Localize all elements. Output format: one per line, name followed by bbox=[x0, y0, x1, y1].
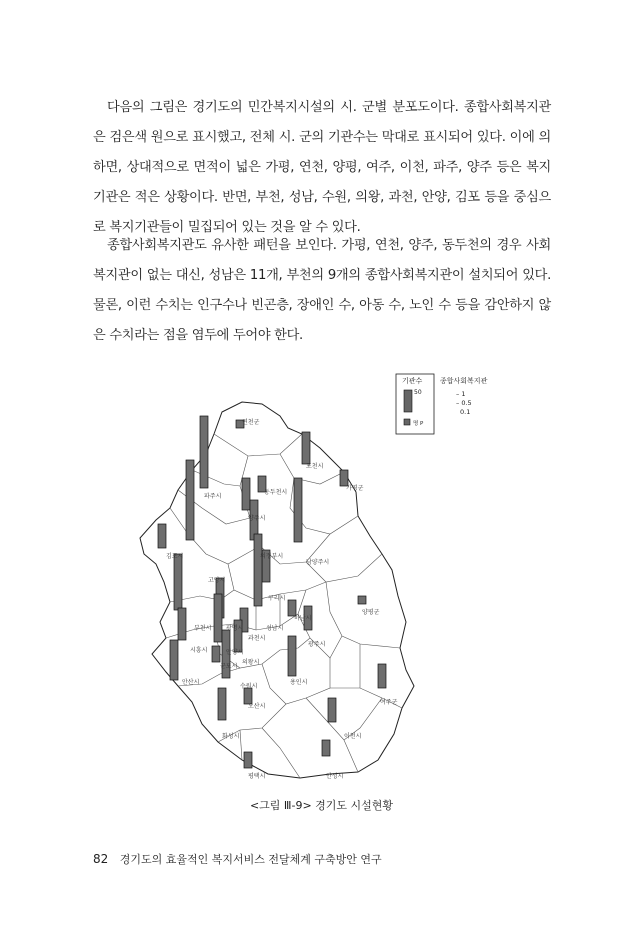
region-label: 광주시 bbox=[308, 641, 326, 648]
bars-layer bbox=[158, 416, 386, 768]
region-label: 양평군 bbox=[362, 609, 380, 616]
region-label: 여주군 bbox=[380, 699, 398, 706]
region-bar bbox=[254, 534, 262, 606]
legend-circle-title: 종합사회복지관 bbox=[440, 377, 488, 385]
region-bar bbox=[242, 478, 250, 510]
region-bar bbox=[302, 432, 310, 464]
legend-bar-unit: 명 P bbox=[413, 421, 424, 427]
region-label: 의왕시 bbox=[242, 659, 260, 666]
legend-bar-value: 50 bbox=[414, 389, 422, 396]
region-label: 평택시 bbox=[248, 773, 266, 780]
region-bar bbox=[218, 688, 226, 720]
region-label: 남양주시 bbox=[306, 559, 330, 566]
legend-bar-sample bbox=[404, 390, 412, 412]
region-label: 용인시 bbox=[290, 679, 308, 686]
region-bar bbox=[328, 698, 336, 722]
footer-title: 경기도의 효율적인 복지서비스 전달체계 구축방안 연구 bbox=[119, 853, 382, 866]
region-bar bbox=[178, 608, 186, 640]
region-bar bbox=[244, 752, 252, 768]
region-label: 화성시 bbox=[222, 733, 240, 740]
region-label: 수원시 bbox=[240, 683, 258, 690]
legend-circle-value-1: – 1 bbox=[456, 390, 466, 398]
legend bbox=[396, 374, 488, 434]
region-bar bbox=[288, 636, 296, 676]
region-bar bbox=[294, 478, 302, 542]
region-label: 동두천시 bbox=[264, 489, 288, 496]
region-label: 과천시 bbox=[248, 635, 266, 642]
region-bar bbox=[200, 416, 208, 488]
region-bar bbox=[186, 460, 194, 540]
paragraph-1: 다음의 그림은 경기도의 민간복지시설의 시. 군별 분포도이다. 종합사회복지관은 검은색 원으로 표시했고, 전체 시. 군의 기관수는 막대로 표시되어 있다. 이에 의하면, 상대적으로 면적이 넓은 가평, 연천, 양평, 여주, 이천, 파주, 양주 등은 복지기관은 적은 상황이다. 반면, 부천, 성남, 수원, 의왕, 과천, 안양, 김포 등을 중심으로 복지기관들이 밀집되어 있는 것을 알 수 있다. bbox=[93, 100, 551, 235]
region-bar bbox=[288, 600, 296, 616]
region-label: 시흥시 bbox=[190, 647, 208, 654]
region-label: 안산시 bbox=[182, 679, 200, 686]
region-bar bbox=[244, 688, 252, 704]
region-label: 하남시 bbox=[294, 615, 312, 622]
region-label: 파주시 bbox=[204, 493, 222, 500]
figure-caption: <그림 Ⅲ-9> 경기도 시설현황 bbox=[249, 799, 394, 812]
region-label: 의정부시 bbox=[260, 553, 284, 560]
page-number: 82 bbox=[93, 852, 109, 866]
region-bar bbox=[214, 594, 222, 642]
region-label: 광명시 bbox=[226, 625, 244, 632]
region-bar bbox=[158, 524, 166, 548]
region-label: 포천시 bbox=[306, 463, 324, 470]
gyeonggi-facility-map bbox=[130, 368, 520, 798]
region-label: 군포시 bbox=[220, 663, 238, 670]
legend-bar-title: 기관수 bbox=[402, 377, 423, 385]
region-bar bbox=[340, 470, 348, 486]
region-label: 가평군 bbox=[346, 485, 364, 492]
region-label: 안성시 bbox=[326, 773, 344, 780]
paragraph-2: 종합사회복지관도 유사한 패턴을 보인다. 가평, 연천, 양주, 동두천의 경우 사회복지관이 없는 대신, 성남은 11개, 부천의 9개의 종합사회복지관이 설치되어 있다. 물론, 이런 수치는 인구수나 빈곤층, 장애인 수, 아동 수, 노인 수 등을 감안하지 않은 수치라는 점을 염두에 두어야 한다. bbox=[93, 238, 551, 343]
region-label: 이천시 bbox=[344, 733, 362, 740]
region-label: 연천군 bbox=[242, 419, 260, 426]
legend-circle-value-3: 0.1 bbox=[460, 408, 471, 416]
region-label: 안양시 bbox=[226, 649, 244, 656]
region-label: 구리시 bbox=[268, 595, 286, 602]
region-bar bbox=[174, 554, 182, 610]
region-label: 성남시 bbox=[266, 625, 284, 632]
region-label: 고양시 bbox=[208, 577, 226, 584]
region-bar bbox=[212, 646, 220, 662]
page-footer bbox=[93, 851, 382, 867]
region-bar bbox=[170, 640, 178, 680]
region-bar bbox=[322, 740, 330, 756]
region-label: 김포시 bbox=[166, 553, 184, 560]
region-bar bbox=[358, 596, 366, 604]
legend-circle-value-2: – 0.5 bbox=[456, 399, 472, 407]
legend-unit-swatch bbox=[404, 419, 410, 425]
region-bar bbox=[378, 664, 386, 688]
region-label: 부천시 bbox=[194, 625, 212, 632]
region-label: 양주시 bbox=[248, 515, 266, 522]
region-label: 오산시 bbox=[248, 703, 266, 710]
